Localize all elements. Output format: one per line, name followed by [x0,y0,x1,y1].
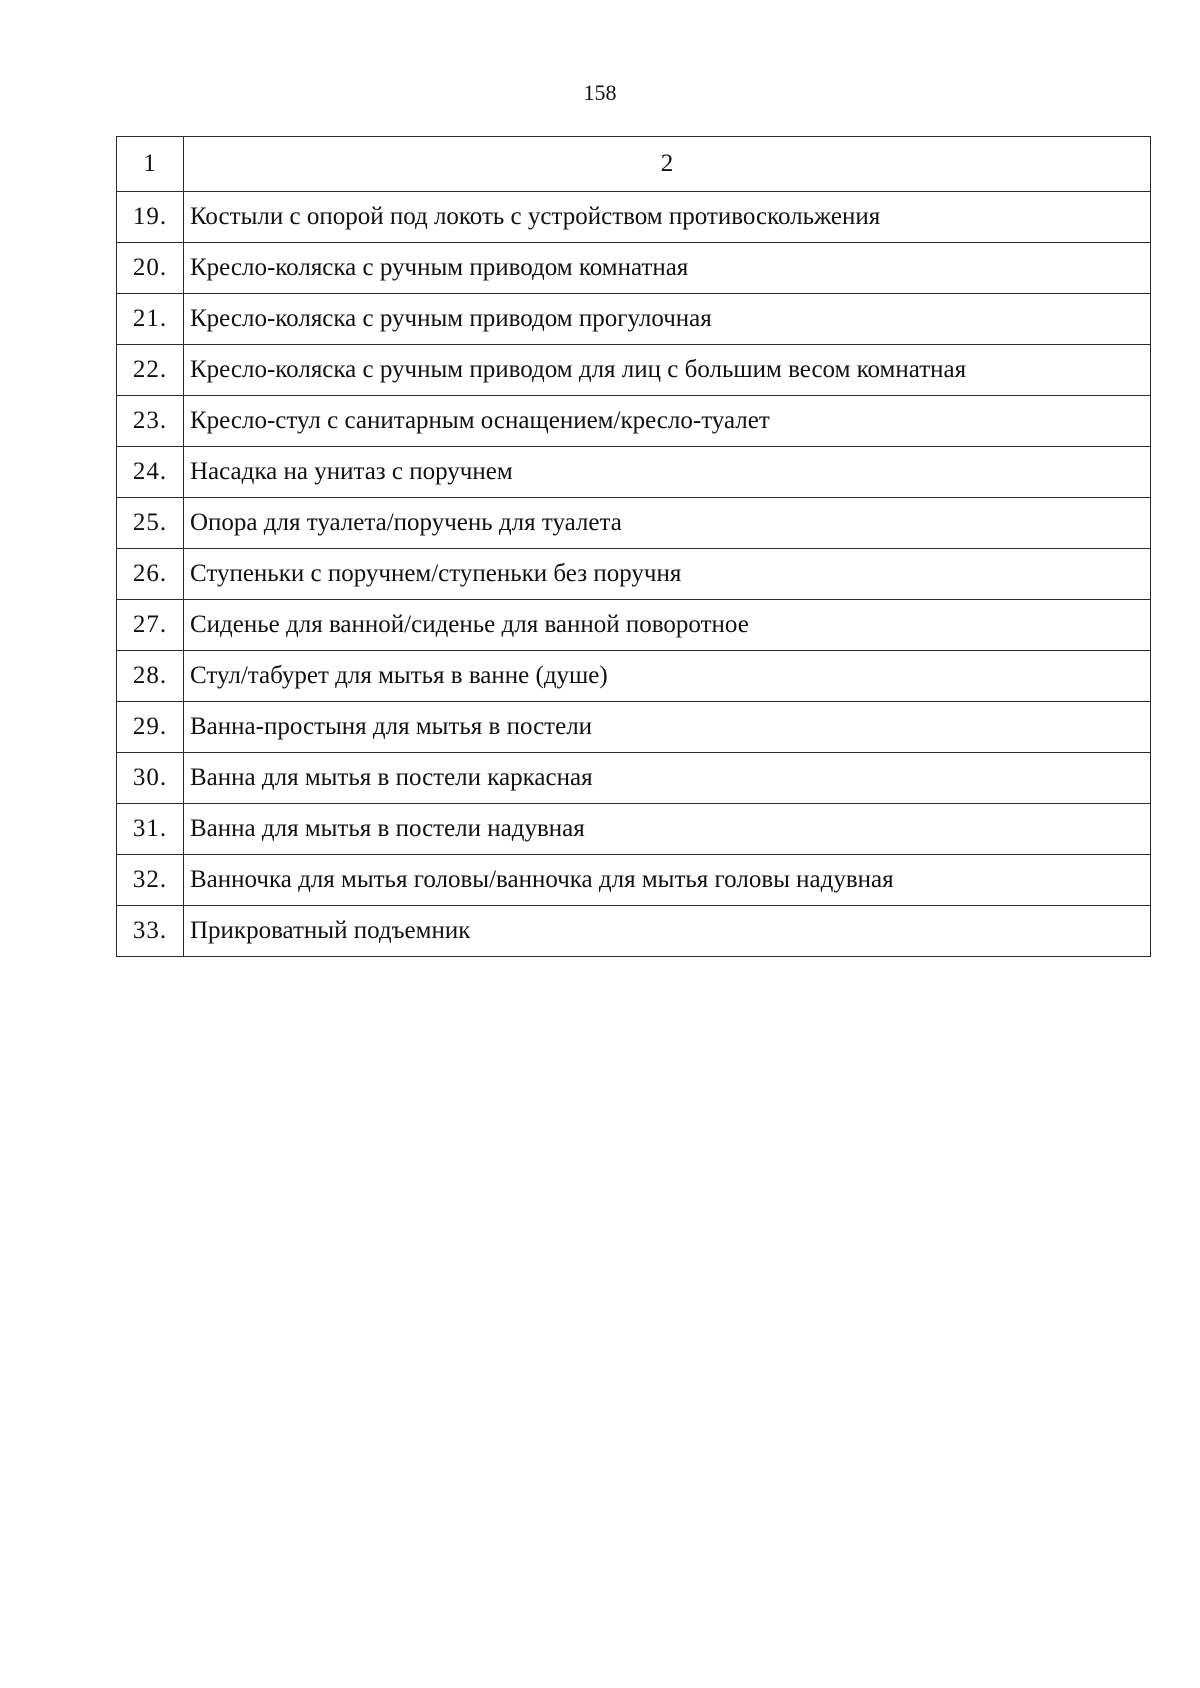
column-header-name: 2 [184,137,1151,192]
row-number: 30. [117,753,184,804]
table-row [117,702,1151,753]
row-number: 29. [117,702,184,753]
row-number: 31. [117,804,184,855]
table-row [117,804,1151,855]
row-number: 21. [117,294,184,345]
row-number: 27. [117,600,184,651]
column-header-number: 1 [117,137,184,192]
row-number: 26. [117,549,184,600]
row-number: 33. [117,906,184,957]
table-row [117,906,1151,957]
table-row [117,345,1151,396]
table-header-row [117,137,1151,192]
row-item-name: Сиденье для ванной/сиденье для ванной поворотное [184,600,1151,651]
row-item-name: Кресло-коляска с ручным приводом для лиц с большим весом комнатная [184,345,1151,396]
row-item-name: Ванна-простыня для мытья в постели [184,702,1151,753]
table-row [117,192,1151,243]
row-item-name: Ванна для мытья в постели надувная [184,804,1151,855]
table-row [117,396,1151,447]
row-item-name: Прикроватный подъемник [184,906,1151,957]
table-row [117,600,1151,651]
row-item-name: Ванна для мытья в постели каркасная [184,753,1151,804]
rehab-items-table [116,136,1151,957]
row-number: 25. [117,498,184,549]
row-item-name: Ступеньки с поручнем/ступеньки без поручня [184,549,1151,600]
table-row [117,855,1151,906]
table-row [117,447,1151,498]
row-item-name: Опора для туалета/поручень для туалета [184,498,1151,549]
row-number: 22. [117,345,184,396]
page-number: 158 [583,80,617,105]
table-row [117,498,1151,549]
row-number: 20. [117,243,184,294]
row-number: 19. [117,192,184,243]
row-item-name: Стул/табурет для мытья в ванне (душе) [184,651,1151,702]
row-item-name: Кресло-коляска с ручным приводом комнатная [184,243,1151,294]
table-row [117,549,1151,600]
table-row [117,243,1151,294]
row-item-name: Насадка на унитаз с поручнем [184,447,1151,498]
row-number: 24. [117,447,184,498]
row-number: 23. [117,396,184,447]
table-row [117,651,1151,702]
table-row [117,294,1151,345]
row-number: 28. [117,651,184,702]
row-number: 32. [117,855,184,906]
table-row [117,753,1151,804]
row-item-name: Кресло-коляска с ручным приводом прогулочная [184,294,1151,345]
row-item-name: Ванночка для мытья головы/ванночка для мытья головы надувная [184,855,1151,906]
row-item-name: Кресло-стул с санитарным оснащением/кресло-туалет [184,396,1151,447]
row-item-name: Костыли с опорой под локоть с устройством противоскольжения [184,192,1151,243]
